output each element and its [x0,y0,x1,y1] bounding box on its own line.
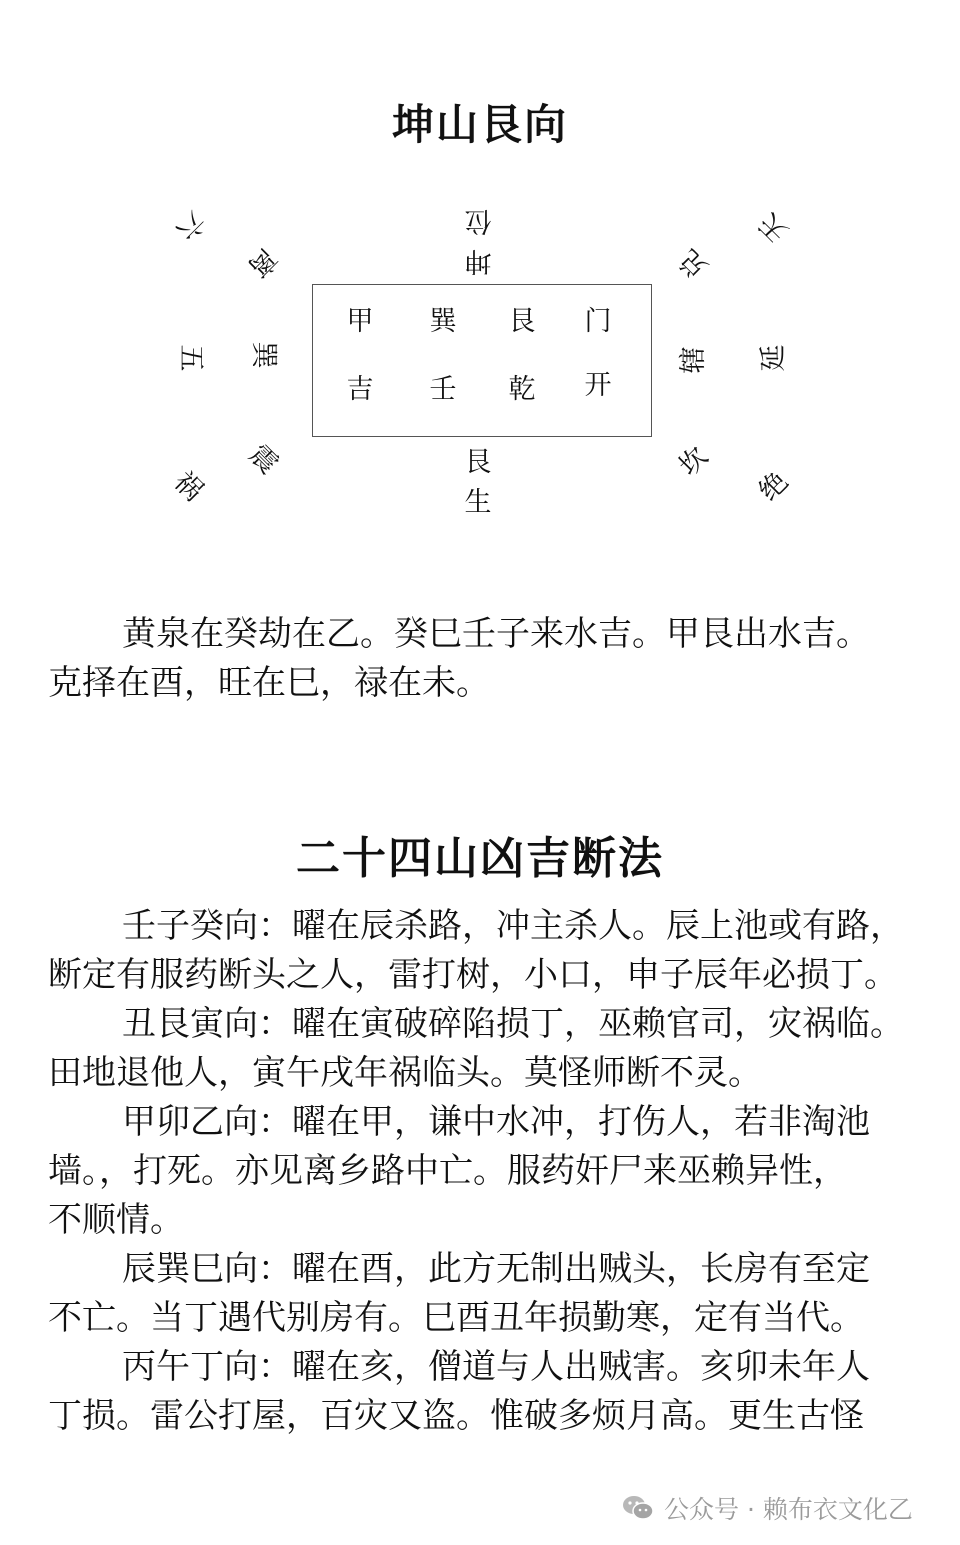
intro-line-1: 黄泉在癸劫在乙。癸巳壬子来水吉。甲艮出水吉。 [122,614,870,654]
bottom-label-1: 艮 [464,447,492,478]
box-r2-c3: 乾 [508,374,536,405]
left-outer-top: 六 [169,204,211,246]
box-r1-c4: 门 [584,306,612,337]
watermark [620,1490,913,1526]
box-r1-c3: 艮 [508,306,536,337]
wechat-icon [620,1490,656,1526]
section-body [48,902,928,1441]
section-line: 丙午丁向：曜在亥，僧道与人出贼害。亥卯未年人 [122,1347,870,1387]
top-label-1: 位 [464,205,492,236]
section-title: 二十四山凶吉断法 [296,833,664,884]
box-r1-c2: 巽 [429,306,457,337]
right-outer-bottom: 绝 [753,466,795,508]
section-line: 田地退他人，寅午戌年祸临头。莫怪师断不灵。 [48,1053,762,1093]
right-inner-top: 兑 [673,242,715,284]
section-line: 丑艮寅向：曜在寅破碎陷损丁，巫赖官司，灾祸临。 [122,1004,904,1044]
section-line: 壬子癸向：曜在辰杀路，冲主杀人。辰上池或有路， [122,906,904,946]
section-line: 甲卯乙向：曜在甲，谦中水冲，打伤人，若非淘池 [122,1102,870,1142]
intro-paragraph [48,610,928,708]
section-line: 不亡。当丁遇代别房有。巳酉丑年损勤寒，定有当代。 [48,1298,864,1338]
right-outer-top: 天 [753,206,795,248]
section-line: 辰巽巳向：曜在酉，此方无制出贼头，长房有至定 [122,1249,870,1289]
right-inner-bottom: 坎 [673,441,715,483]
left-outer-bottom: 祸 [167,466,209,508]
box-r2-c2: 壬 [429,374,457,405]
box-r1-c1: 甲 [346,306,374,337]
section-line: 墙。，打死。亦见离乡路中亡。服药奸尸来巫赖异性， [48,1151,847,1191]
right-inner-mid: 辖 [678,346,709,374]
watermark-text: 公众号 · 赖布衣文化乙 [664,1495,913,1524]
section-line: 丁损。雷公打屋，百灾又盗。惟破多烦月高。更生古怪 [48,1396,864,1436]
section-line: 断定有服药断头之人，雷打树，小口，申子辰年必损丁。 [48,955,898,995]
left-inner-bottom: 震 [242,439,284,481]
left-inner-top: 离 [241,241,283,283]
intro-line-2: 克择在酉，旺在巳，禄在未。 [48,663,490,703]
box-r2-c1: 吉 [346,374,374,405]
top-label-2: 坤 [464,245,492,276]
right-outer-mid: 延 [758,344,789,372]
compass-diagram [0,0,960,560]
left-inner-mid: 巽 [248,341,279,369]
box-r2-c4: 开 [584,370,612,401]
left-outer-mid: 五 [175,344,206,372]
section-line: 不顺情。 [48,1200,184,1240]
diagram-title: 坤山艮向 [391,100,568,149]
bottom-label-2: 生 [464,487,492,518]
